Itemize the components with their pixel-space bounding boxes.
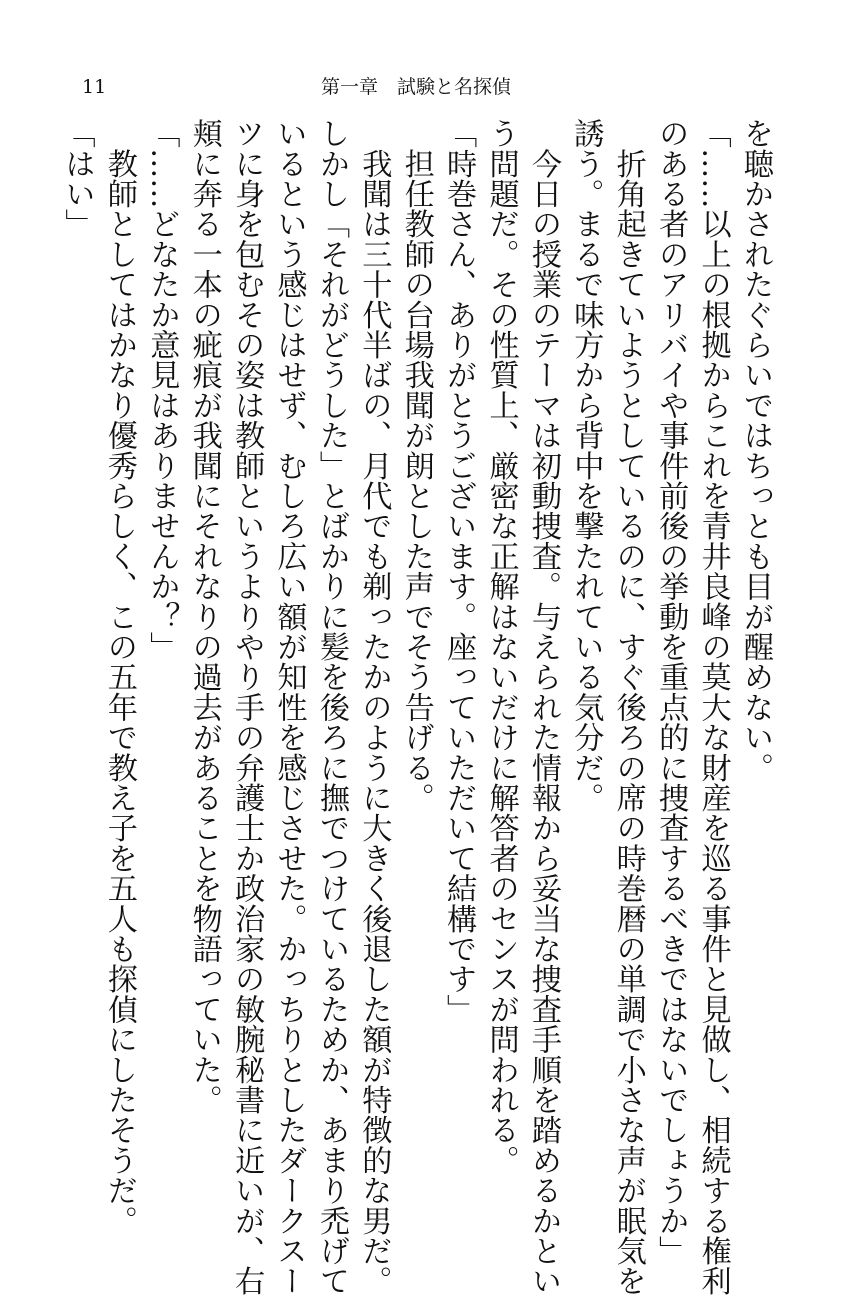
running-header: 第一章 試験と名探偵 xyxy=(320,76,511,98)
page-number: 11 xyxy=(82,76,107,98)
body-text: を聴かされたぐらいではちっとも目が醒めない。 「……以上の根拠からこれを青井良峰の莫大な財産を巡る事件と見做し、相続する権利 のある者のアリバイや事件前後の挙動を重点的に捜査するべきではないでしょうか」 折角起きていようとしているのに、すぐ後ろの席の時巻暦の単調で小さな声が眠気を 誘う。まるで味方から背中を撃たれている気分だ。 今日の授業のテーマは初動捜査。与えられた情報から妥当な捜査手順を踏めるかとい う問題だ。その性質上、厳密な正解はないだけに解答者のセンスが問われる。 「時巻さん、ありがとうございます。座っていただいて結構です」 担任教師の台場我聞が朗とした声でそう告げる。 我聞は三十代半ばの、月代でも剃ったかのように大きく後退した額が特徴的な男だ。 しかし「それがどうした」とばかりに髪を後ろに撫でつけているためか、あまり禿げて いるという感じはせず、むしろ広い額が知性を感じさせた。かっちりとしたダークスー ツに身を包むその姿は教師というよりやり手の弁護士か政治家の敏腕秘書に近いが、右 頬に奔る一本の疵痕が我聞にそれなりの過去があることを物語っていた。 「……どなたか意見はありませんか？」 教師としてはかなり優秀らしく、この五年で教え子を五人も探偵にしたそうだ。 「はい」 xyxy=(59,118,773,1296)
